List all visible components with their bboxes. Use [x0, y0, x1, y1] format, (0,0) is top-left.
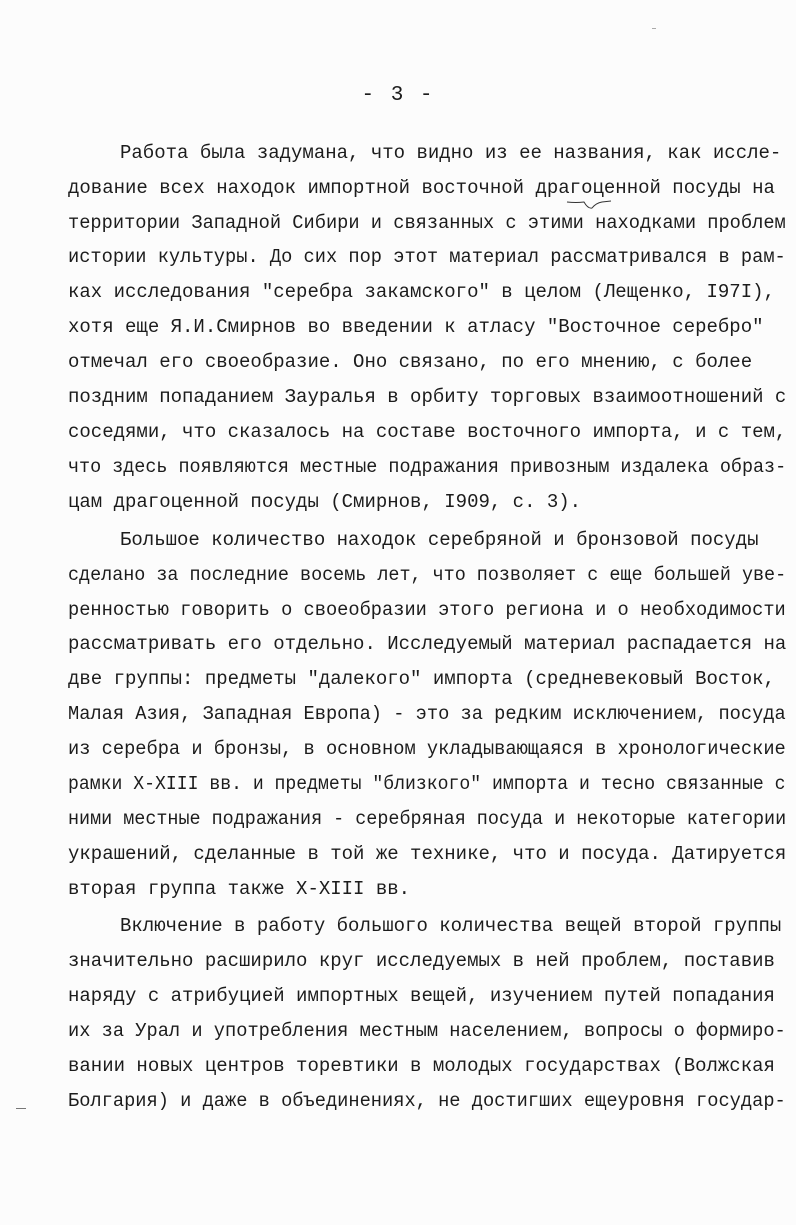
text-line: Большое количество находок серебряной и бронзовой посуды [120, 529, 759, 551]
page-number: - 3 - [361, 84, 435, 107]
text-line: ренностью говорить о своеобразии этого региона и о необходимости [68, 599, 786, 621]
text-line: Включение в работу большого количества вещей второй группы [120, 915, 782, 937]
text-line: цам драгоценной посуды (Смирнов, I909, с. 3). [68, 491, 582, 513]
text-line: украшений, сделанные в той же технике, что и посуда. Датируется [68, 843, 787, 865]
text-line: что здесь появляются местные подражания привозным издалека образ- [68, 456, 787, 478]
text-line: истории культуры. До сих пор этот материал рассматривался в рам- [68, 246, 786, 268]
scan-mark [16, 1108, 26, 1109]
text-line: Малая Азия, Западная Европа) - это за редким исключением, посуда [68, 703, 786, 725]
text-line: из серебра и бронзы, в основном укладывающаяся в хронологические [68, 738, 786, 760]
text-line: ними местные подражания - серебряная посуда и некоторые категории [68, 808, 787, 830]
text-line: значительно расширило круг исследуемых в ней проблем, поставив [68, 950, 775, 972]
text-line: сделано за последние восемь лет, что позволяет с еще большей уве- [68, 564, 787, 586]
text-line: рамки X-XIII вв. и предметы "близкого" импорта и тесно связанные с [68, 773, 786, 795]
text-line: соседями, что сказалось на составе восточного импорта, и с тем, [68, 421, 787, 443]
text-line: территории Западной Сибири и связанных с этими находками проблем [68, 212, 786, 234]
text-line: Работа была задумана, что видно из ее названия, как иссле- [120, 142, 782, 164]
text-line: две группы: предметы "далекого" импорта (средневековый Восток, [68, 668, 775, 690]
text-line: ках исследования "серебра закамского" в целом (Лещенко, I97I), [68, 281, 775, 303]
text-line: Болгария) и даже в объединениях, не достигших ещеуровня государ- [68, 1090, 786, 1112]
scan-mark [652, 28, 656, 29]
text-line: поздним попаданием Зауралья в орбиту торговых взаимоотношений с [68, 386, 787, 408]
text-line: вторая группа также X-XIII вв. [68, 878, 411, 900]
text-line: наряду с атрибуцией импортных вещей, изучением путей попадания [68, 985, 775, 1007]
text-line: отмечал его своеобразие. Оно связано, по его мнению, с более [68, 351, 753, 373]
text-line: вании новых центров торевтики в молодых государствах (Волжская [68, 1055, 775, 1077]
text-line: рассматривать его отдельно. Исследуемый материал распадается на [68, 633, 787, 655]
text-line: хотя еще Я.И.Смирнов во введении к атласу "Восточное серебро" [68, 316, 764, 338]
text-line: дование всех находок импортной восточной драгоценной посуды на [68, 177, 775, 199]
text-line: их за Урал и употребления местным населением, вопросы о формиро- [68, 1020, 786, 1042]
